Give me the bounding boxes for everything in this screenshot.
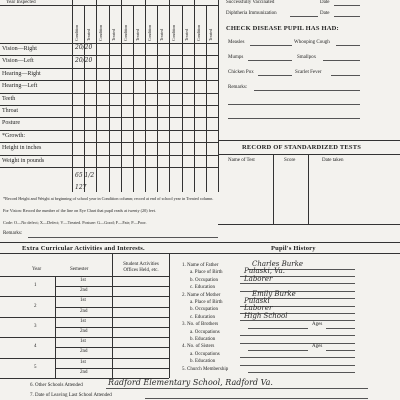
history-value: Pulaski, Va.: [244, 267, 285, 276]
extra-semester: 2nd: [80, 288, 88, 294]
condition-col-label: Condition: [195, 24, 201, 41]
treated-col-label: Treated: [110, 28, 116, 41]
history-value: Laborer: [244, 304, 273, 313]
history-label: 4. No. of Sisters: [182, 344, 215, 350]
history-label: 2. Name of Mother: [182, 292, 221, 298]
extra-year: 2: [34, 303, 37, 309]
history-label: b. Education: [190, 337, 216, 342]
vacc-date-label: Date: [320, 0, 330, 5]
extra-semester: 1st: [80, 318, 86, 324]
test-name-col: Name of Test: [228, 158, 255, 163]
check-disease-title: CHECK DISEASE PUPIL HAS HAD:: [226, 25, 339, 32]
grid-row-label: *Growth:: [2, 132, 25, 139]
history-label: a. Occupations: [190, 351, 220, 357]
measles-label: Measles: [228, 40, 245, 45]
treated-col-label: Treated: [86, 28, 92, 41]
grid-row-label: Hearing—Right: [2, 70, 41, 77]
tests-title: RECORD OF STANDARDIZED TESTS: [242, 144, 362, 151]
history-label: a. Place of Birth: [190, 300, 223, 305]
weight-mark: 127: [75, 184, 87, 191]
disease-remarks-label: Remarks:: [228, 85, 248, 90]
condition-col-label: Condition: [98, 24, 104, 41]
extra-year: 5: [34, 364, 37, 370]
extra-year: 4: [34, 344, 37, 350]
diphtheria-label: Diphtheria Immunization: [226, 11, 277, 16]
chickenpox-label: Chicken Pox: [228, 70, 254, 75]
history-value: Pulaski: [244, 297, 270, 305]
history-label: 1. Name of Father: [182, 263, 219, 268]
scarlet-label: Scarlet Fever: [295, 70, 322, 75]
extra-semester: 2nd: [80, 329, 88, 334]
history-label: 3. No. of Brothers: [182, 322, 219, 328]
treated-col-label: Treated: [183, 28, 189, 41]
diph-date-label: Date: [320, 11, 330, 16]
grid-row-label: Posture: [2, 120, 20, 127]
history-value: Laborer: [244, 274, 273, 283]
whooping-label: Whooping Cough: [294, 40, 330, 45]
extra-semester: 1st: [80, 359, 86, 365]
history-label: b. Education: [190, 359, 216, 365]
history-label: b. Occupation: [190, 277, 219, 283]
extra-semester: 1st: [80, 298, 86, 304]
footnote-vision: For Vision: Record the number of the line on Eye Chart that pupil reads at twenty (20) feet.: [3, 208, 156, 213]
leaving-date-label: 7. Date of Leaving Last School Attended: [30, 393, 112, 398]
footnote-star: *Record Height and Weight at beginning of school year in Condition column; record at end of school year in Treated column.: [3, 196, 214, 201]
vaccinated-label: Successfully Vaccinated: [226, 0, 275, 5]
grid-row-label: Teeth: [2, 95, 16, 102]
history-value: Charles Burke: [252, 260, 303, 268]
extra-semester: 2nd: [80, 308, 88, 314]
condition-col-label: Condition: [147, 24, 152, 41]
history-label: c. Education: [190, 285, 215, 291]
height-mark: 65 1/2: [75, 172, 95, 179]
history-label: 5. Church Membership: [182, 366, 229, 372]
history-title: Pupil's History: [271, 245, 316, 252]
ages-label: Ages: [312, 322, 323, 328]
extra-year: 3: [34, 324, 37, 329]
footnote-code: Code: O—No defect; X—Defect; V—Treated. Posture: G—Good; F—Fair; P—Poor.: [3, 220, 147, 225]
grid-row-label: Height in inches: [2, 145, 42, 152]
grid-row-label: Vision—Left: [2, 58, 34, 65]
treated-col-label: Treated: [159, 28, 165, 41]
year-inspected-label: Year Inspected: [6, 0, 36, 5]
extra-activities-col: Student Activities Offices Held, etc.: [123, 262, 159, 273]
grid-remarks-label: Remarks:: [3, 231, 23, 236]
condition-col-label: Condition: [74, 24, 79, 41]
test-date-col: Date taken: [322, 158, 344, 163]
treated-col-label: Treated: [134, 28, 140, 41]
extra-semester: 1st: [80, 278, 86, 283]
extra-semester: 2nd: [80, 369, 88, 375]
grid-row-label: Vision—Right: [2, 46, 37, 52]
history-label: a. Occupations: [190, 329, 220, 335]
mumps-label: Mumps: [228, 55, 244, 60]
smallpox-label: Smallpox: [297, 55, 317, 60]
extra-year: 1: [34, 283, 37, 289]
condition-col-label: Condition: [171, 24, 177, 41]
ages-label: Ages: [312, 344, 323, 350]
extra-title: Extra Curricular Activities and Interests.: [22, 245, 145, 252]
vision-right-mark: 20/20: [75, 44, 93, 51]
condition-col-label: Condition: [122, 24, 128, 41]
grid-row-label: Hearing—Left: [2, 83, 38, 90]
treated-col-label: Treated: [207, 28, 213, 41]
extra-semester: 1st: [80, 339, 86, 345]
history-value: Emily Burke: [252, 289, 296, 298]
extra-year-col: Year: [32, 267, 42, 272]
history-label: c. Education: [190, 314, 215, 320]
other-schools-label: 6. Other Schools Attended: [30, 383, 83, 388]
history-label: b. Occupation: [190, 307, 219, 313]
grid-row-label: Throat: [2, 108, 18, 114]
test-score-col: Score: [284, 158, 296, 163]
extra-semester-col: Semester: [70, 267, 89, 272]
history-value: High School: [244, 311, 288, 320]
history-label: a. Place of Birth: [190, 270, 223, 276]
vision-left-mark: 20/20: [75, 57, 93, 64]
other-schools-value: Radford Elementary School, Radford Va.: [108, 378, 273, 387]
grid-row-label: Weight in pounds: [2, 157, 45, 164]
extra-semester: 2nd: [80, 349, 88, 355]
